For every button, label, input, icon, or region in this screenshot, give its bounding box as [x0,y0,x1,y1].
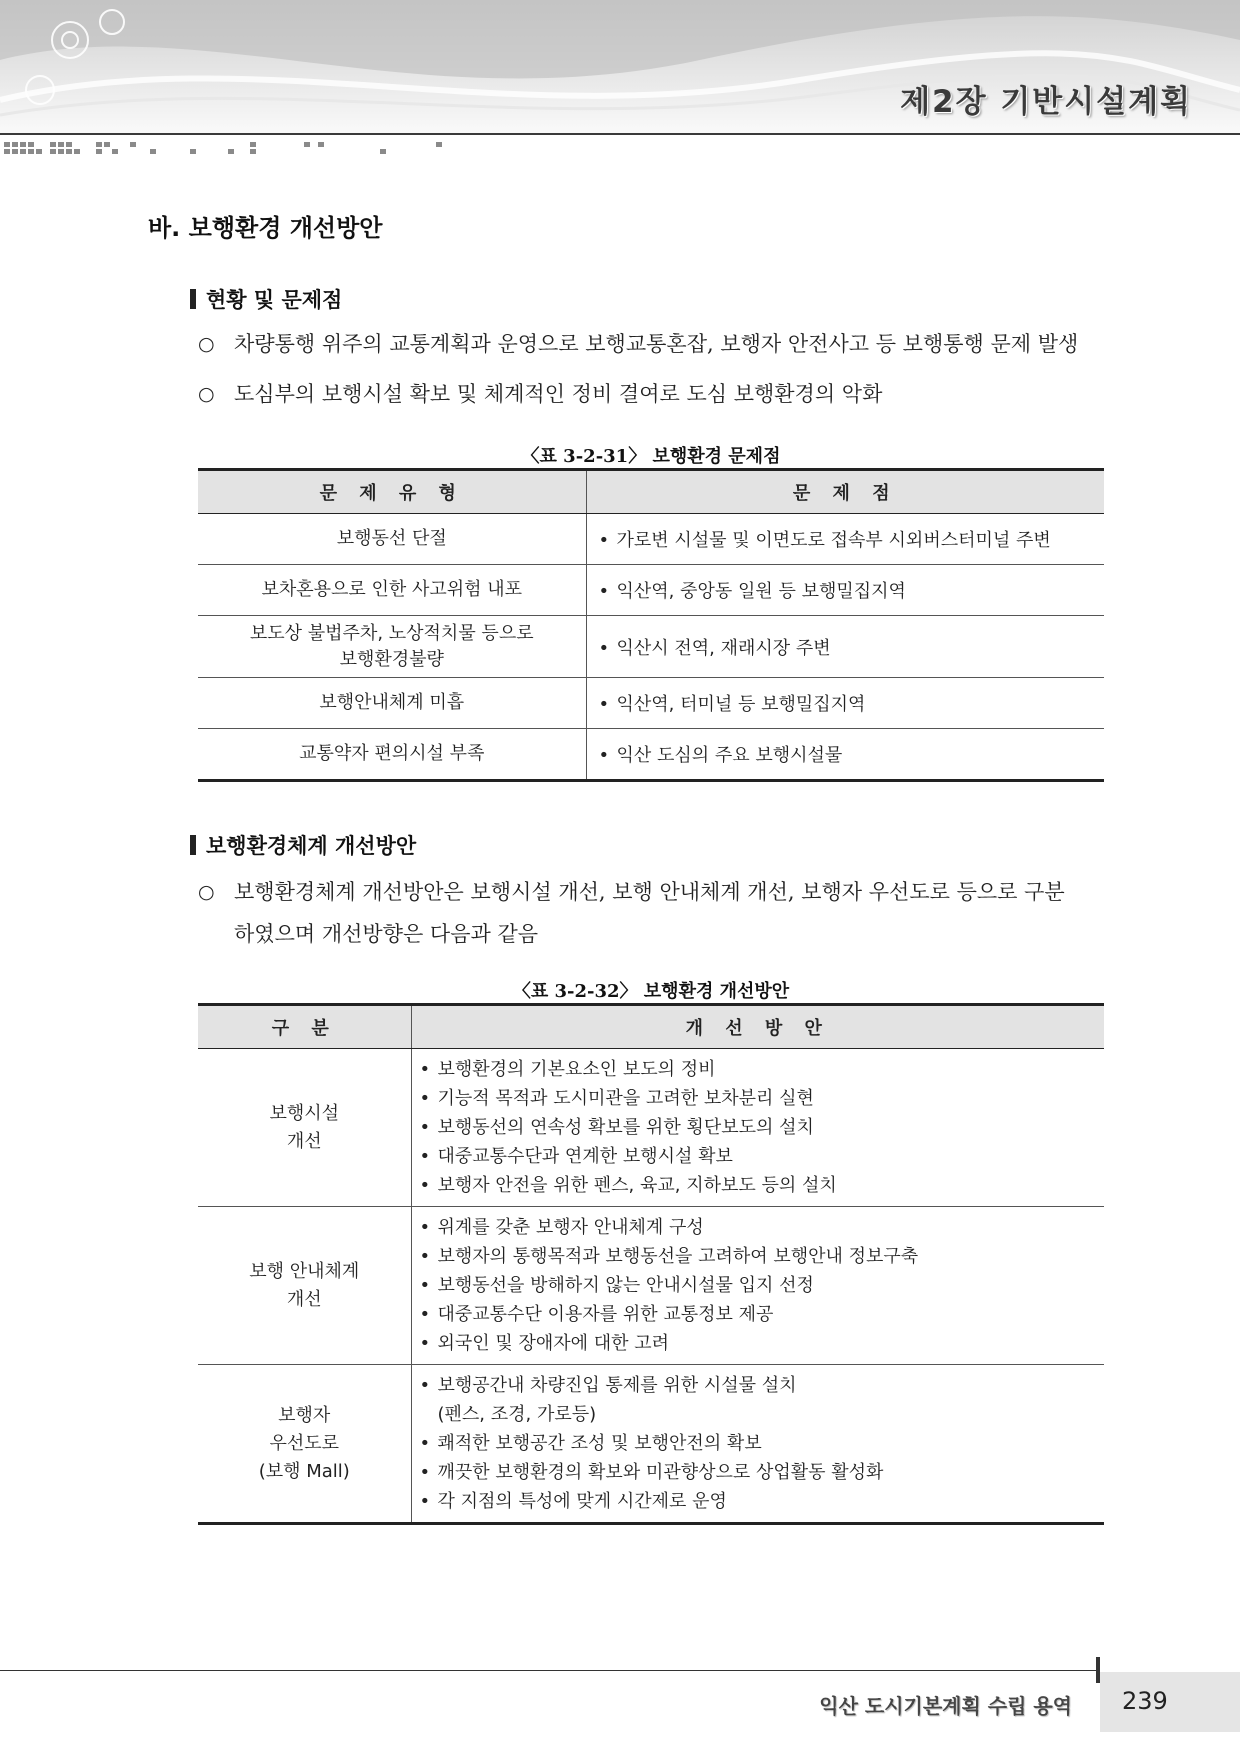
dot-bullet-icon: • [419,1117,431,1138]
list-item [420,1213,1105,1242]
improvement-text: 대중교통수단 이용자를 위한 교통정보 제공 [437,1304,774,1325]
dot-bullet-icon: • [419,1333,431,1354]
pixel-pattern-decoration [0,138,520,160]
list-item [420,1429,1105,1458]
circle-bullet-icon: ○ [198,383,215,405]
table-header-row [198,470,1104,514]
dot-bullet-icon: • [419,1088,431,1109]
table-row [198,729,1104,781]
list-item [420,1487,1105,1516]
heading-bar-marker [190,289,196,309]
improvement-text-continuation: (펜스, 조경, 가로등) [437,1404,597,1425]
list-item [420,1242,1105,1271]
table-header-row [198,1005,1104,1049]
problem-type-line: 보행환경불량 [339,648,444,670]
dot-bullet-icon: • [598,745,610,766]
problem-type-cell: 보행안내체계 미흡 [198,678,586,729]
chapter-title: 제2장 기반시설계획 [900,84,1192,120]
improvement-text: 보행동선의 연속성 확보를 위한 횡단보도의 설치 [437,1117,814,1138]
problem-type-line: 보도상 불법주차, 노상적치물 등으로 [249,622,534,644]
improvement-list [420,1213,1105,1358]
table2-caption: 〈표 3-2-32〉 보행환경 개선방안 [512,981,790,1002]
table-row [198,1365,1104,1524]
status-heading [190,284,342,314]
problem-cell [586,514,1104,565]
dot-bullet-icon: • [419,1275,431,1296]
improvement-cell [411,1207,1104,1365]
page-number-box [1100,1672,1240,1732]
dot-bullet-icon: • [598,637,610,659]
circle-bullet-icon: ○ [198,881,215,903]
improvement-text: 보행자 안전을 위한 펜스, 육교, 지하보도 등의 설치 [437,1175,837,1196]
problem-cell [586,729,1104,781]
dot-bullet-icon: • [598,694,610,715]
improvement-heading-text: 보행환경체계 개선방안 [206,834,417,858]
improvement-text: 기능적 목적과 도시미관을 고려한 보차분리 실현 [437,1088,814,1109]
dot-bullet-icon: • [419,1059,431,1080]
dot-bullet-icon: • [419,1175,431,1196]
problem-text: 가로변 시설물 및 이면도로 접속부 시외버스터미널 주변 [616,530,1051,551]
problem-text: 익산 도심의 주요 보행시설물 [616,745,843,766]
table-row [198,616,1104,678]
category-line: 보행시설 [269,1102,340,1124]
heading-bar-marker [190,835,196,855]
table-row [198,1207,1104,1365]
list-item [420,1329,1105,1358]
table-row [198,514,1104,565]
status-bullet [198,373,1108,415]
table1-caption: 〈표 3-2-31〉 보행환경 문제점 [521,446,781,467]
footer-divider [0,1670,1097,1671]
dot-bullet-icon: • [598,581,610,602]
list-item [420,1113,1105,1142]
category-line: (보행 Mall) [258,1460,350,1482]
category-line: 보행자 [278,1404,331,1426]
problem-type-cell [198,616,586,678]
list-item [420,1371,1105,1429]
status-bullet-text: 도심부의 보행시설 확보 및 체계적인 정비 결여로 도심 보행환경의 악화 [234,382,883,406]
problem-cell [586,565,1104,616]
category-line: 개선 [286,1288,322,1310]
improvement-cell [411,1365,1104,1524]
status-bullet [198,323,1108,365]
category-line: 개선 [286,1130,322,1152]
column-header-category: 구 분 [198,1005,411,1049]
category-cell [198,1049,411,1207]
improvement-heading [190,830,416,860]
problem-type-cell: 보행동선 단절 [198,514,586,565]
table-row [198,678,1104,729]
improvement-text: 깨끗한 보행환경의 확보와 미관향상으로 상업활동 활성화 [437,1462,884,1483]
improvement-list [420,1055,1105,1200]
problem-cell [586,678,1104,729]
problem-type-cell: 보차혼용으로 인한 사고위험 내포 [198,565,586,616]
page-number: 239 [1122,1687,1168,1715]
section-title: 바. 보행환경 개선방안 [148,214,383,242]
improvement-text: 위계를 갖춘 보행자 안내체계 구성 [437,1217,704,1238]
problem-text: 익산역, 터미널 등 보행밀집지역 [616,694,866,715]
improvement-text: 쾌적한 보행공간 조성 및 보행안전의 확보 [437,1433,762,1454]
improvement-cell [411,1049,1104,1207]
list-item [420,1271,1105,1300]
table-row [198,565,1104,616]
dot-bullet-icon: • [419,1375,431,1396]
list-item [420,1300,1105,1329]
dot-bullet-icon: • [419,1217,431,1238]
improvement-text: 보행동선을 방해하지 않는 안내시설물 입지 선정 [437,1275,814,1296]
list-item [420,1171,1105,1200]
improvement-bullet-line: 하였으며 개선방향은 다음과 같음 [234,922,539,946]
list-item [420,1458,1105,1487]
improvement-text: 외국인 및 장애자에 대한 고려 [437,1333,670,1354]
problem-type-cell: 교통약자 편의시설 부족 [198,729,586,781]
dot-bullet-icon: • [419,1462,431,1483]
improvement-bullet [198,871,1108,955]
improvement-text: 보행환경의 기본요소인 보도의 정비 [437,1059,716,1080]
column-header-problem: 문 제 점 [586,470,1104,514]
improvement-text: 보행자의 통행목적과 보행동선을 고려하여 보행안내 정보구축 [437,1246,919,1267]
problem-text: 익산역, 중앙동 일원 등 보행밀집지역 [616,581,906,602]
circle-bullet-icon: ○ [198,333,215,355]
dot-bullet-icon: • [419,1146,431,1167]
category-line: 우선도로 [269,1432,340,1454]
category-cell [198,1365,411,1524]
list-item [420,1084,1105,1113]
status-bullet-text: 차량통행 위주의 교통계획과 운영으로 보행교통혼잡, 보행자 안전사고 등 보행통행 문제 발생 [234,332,1079,356]
problem-cell [586,616,1104,678]
status-heading-text: 현황 및 문제점 [206,288,343,312]
improvement-list [420,1371,1105,1516]
improvement-text: 각 지점의 특성에 맞게 시간제로 운영 [437,1491,727,1512]
list-item [420,1055,1105,1084]
dot-bullet-icon: • [419,1433,431,1454]
problem-text: 익산시 전역, 재래시장 주변 [616,637,831,659]
dot-bullet-icon: • [419,1491,431,1512]
list-item [420,1142,1105,1171]
problems-table [198,468,1104,782]
column-header-problem-type: 문 제 유 형 [198,470,586,514]
category-line: 보행 안내체계 [249,1260,360,1282]
dot-bullet-icon: • [598,530,610,551]
table-row [198,1049,1104,1207]
dot-bullet-icon: • [419,1304,431,1325]
improvement-bullet-line: 보행환경체계 개선방안은 보행시설 개선, 보행 안내체계 개선, 보행자 우선도로 등으로 구분 [234,880,1065,904]
category-cell [198,1207,411,1365]
dot-bullet-icon: • [419,1246,431,1267]
header-divider [0,133,1240,135]
improvements-table [198,1003,1104,1525]
column-header-improvement: 개 선 방 안 [411,1005,1104,1049]
footer-report-title: 익산 도시기본계획 수립 용역 [819,1694,1072,1718]
improvement-text: 대중교통수단과 연계한 보행시설 확보 [437,1146,733,1167]
improvement-text: 보행공간내 차량진입 통제를 위한 시설물 설치 [437,1375,797,1396]
